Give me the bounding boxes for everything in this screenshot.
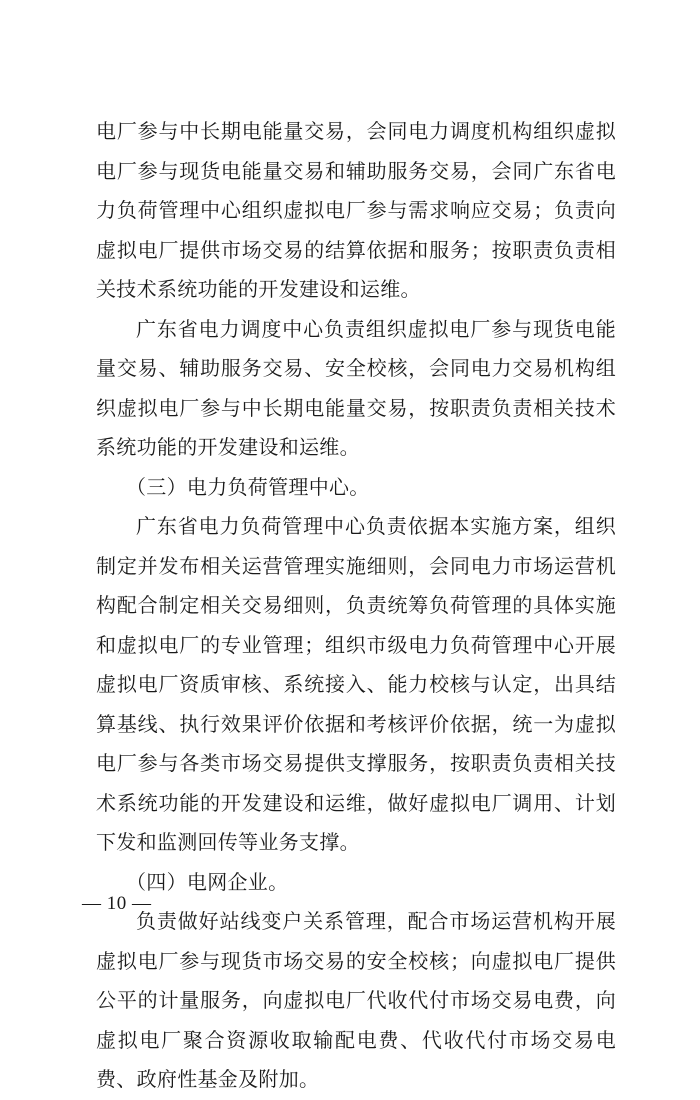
section-heading-load-management-center: （三）电力负荷管理中心。	[126, 474, 370, 499]
paragraph-load-management-center: 广东省电力负荷管理中心负责依据本实施方案，组织制定并发布相关运营管理实施细则，会同电力市场运营机构配合制定相关交易细则，负责统筹负荷管理的具体实施和虚拟电厂的专业管理；组织市级电力负荷管理中心开展虚拟电厂资质审核、系统接入、能力校核与认定，出具结算基线、执行效果评价依据和考核评价依据，统一为虚拟电厂参与各类市场交易提供支撑服务，按职责负责相关技术系统功能的开发建设和运维，做好虚拟电厂调用、计划下发和监测回传等业务支撑。	[96, 514, 616, 854]
document-body	[96, 112, 616, 1100]
paragraph-grid-enterprise: 负责做好站线变户关系管理，配合市场运营机构开展虚拟电厂参与现货市场交易的安全校核；向虚拟电厂提供公平的计量服务，向虚拟电厂代收代付市场交易电费，向虚拟电厂聚合资源收取输配电费、代收代付市场交易电费、政府性基金及附加。	[96, 909, 616, 1091]
section-heading-grid-enterprise: （四）电网企业。	[126, 869, 289, 894]
page-number: — 10 —	[82, 893, 152, 914]
paragraph-dispatch-center: 广东省电力调度中心负责组织虚拟电厂参与现货电能量交易、辅助服务交易、安全校核，会同电力交易机构组织虚拟电厂参与中长期电能量交易，按职责负责相关技术系统功能的开发建设和运维。	[96, 316, 616, 459]
paragraph-continued: 电厂参与中长期电能量交易，会同电力调度机构组织虚拟电厂参与现货电能量交易和辅助服务交易，会同广东省电力负荷管理中心组织虚拟电厂参与需求响应交易；负责向虚拟电厂提供市场交易的结算依据和服务；按职责负责相关技术系统功能的开发建设和运维。	[96, 119, 616, 301]
